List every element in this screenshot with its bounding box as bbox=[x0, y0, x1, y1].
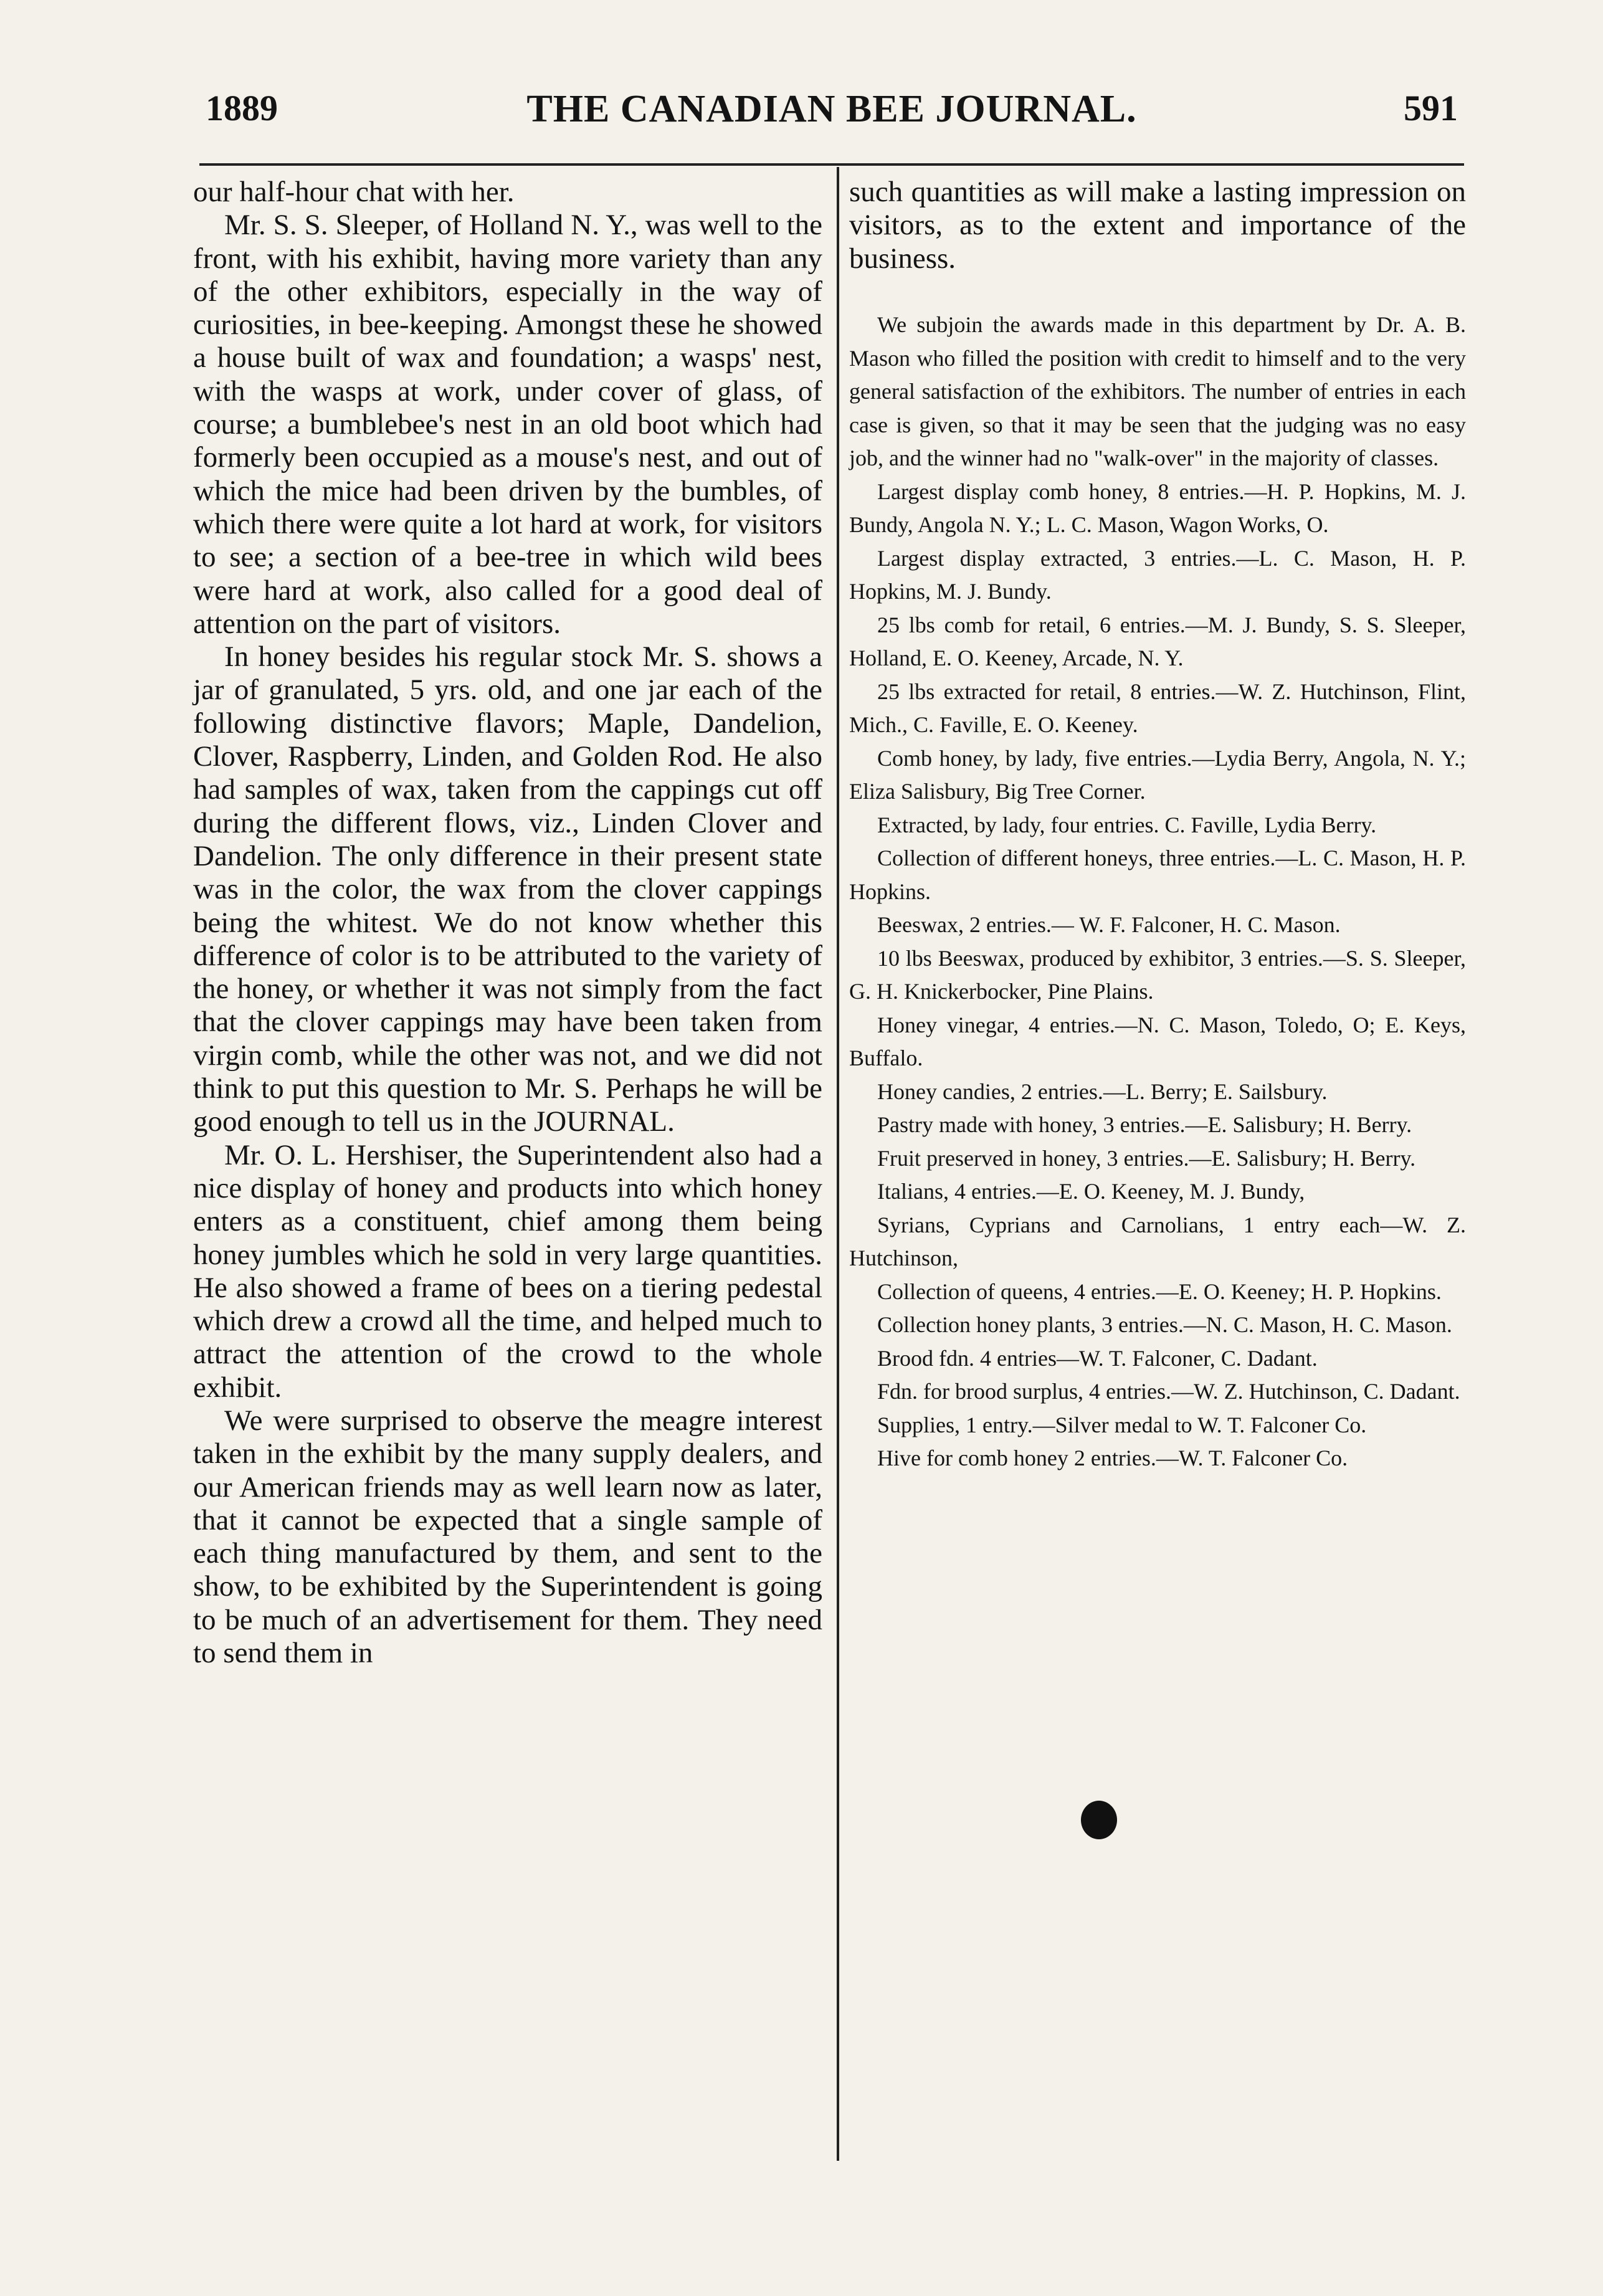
award-entry: 25 lbs extracted for retail, 8 entries.—W. Z. Hutchinson, Flint, Mich., C. Faville, E. O. Keeney. bbox=[849, 679, 1466, 737]
award-entry: Collection honey plants, 3 entries.—N. C. Mason, H. C. Mason. bbox=[877, 1312, 1452, 1337]
left-column bbox=[193, 176, 822, 1670]
header-rule bbox=[199, 163, 1464, 166]
page-header bbox=[206, 87, 1458, 143]
award-entry: Fruit preserved in honey, 3 entries.—E. Salisbury; H. Berry. bbox=[877, 1145, 1416, 1171]
award-entry: Largest display extracted, 3 entries.—L. C. Mason, H. P. Hopkins, M. J. Bundy. bbox=[849, 545, 1466, 604]
paragraph: Mr. S. S. Sleeper, of Holland N. Y., was well to the front, with his exhibit, having more variety than any of the other exhibitors, especially in the way of curiosities, in bee-keeping. Amongst these he showed a house built of wax and foundation; a wasps' nest, with the wasps at work, under cover of glass, of course; a bumblebee's nest in an old boot which had formerly been occupied as a mouse's nest, and out of which the mice had been driven by the bumbles, of which there were quite a lot hard at work, for visitors to see; a section of a bee-tree in which wild bees were hard at work, also called for a good deal of attention on the part of visitors. bbox=[193, 209, 822, 640]
award-entry: Comb honey, by lady, five entries.—Lydia Berry, Angola, N. Y.; Eliza Salisbury, Big Tree Corner. bbox=[849, 745, 1466, 804]
award-entry: Extracted, by lady, four entries. C. Faville, Lydia Berry. bbox=[877, 812, 1377, 837]
award-entry: Hive for comb honey 2 entries.—W. T. Falconer Co. bbox=[877, 1446, 1348, 1470]
paragraph: such quantities as will make a lasting impression on visitors, as to the extent and importance of the business. bbox=[849, 176, 1466, 275]
page-number: 591 bbox=[1404, 88, 1458, 128]
award-entry: Honey candies, 2 entries.—L. Berry; E. Sailsbury. bbox=[877, 1079, 1328, 1104]
award-entry: Brood fdn. 4 entries—W. T. Falconer, C. Dadant. bbox=[877, 1345, 1318, 1371]
paragraph: Mr. O. L. Hershiser, the Superintendent also had a nice display of honey and products into which honey enters as a constituent, chief among them being honey jumbles which he sold in very large quantities. He also showed a frame of bees on a tiering pedestal which drew a crowd all the time, and helped much to attract the attention of the crowd to the whole exhibit. bbox=[193, 1138, 822, 1404]
paragraph: We were surprised to observe the meagre interest taken in the exhibit by the many supply dealers, and our American friends may as well learn now as later, that it cannot be expected that a single sample of each thing manufactured by them, and sent to the show, to be exhibited by the Superintendent is going to be much of an advertisement for them. They need to send them in bbox=[193, 1404, 822, 1670]
paragraph: In honey besides his regular stock Mr. S. shows a jar of granulated, 5 yrs. old, and one jar each of the following distinctive flavors; Maple, Dandelion, Clover, Raspberry, Linden, and Golden Rod. He also had samples of wax, taken from the cappings cut off during the different flows, viz., Linden Clover and Dandelion. The only difference in their present state was in the color, the wax from the clover cappings being the whitest. We do not know whether this difference of color is to be attributed to the variety of the honey, or whether it was not simply from the fact that the clover cappings may have been taken from virgin comb, while the other was not, and we did not think to put this question to Mr. S. Perhaps he will be good enough to tell us in the JOURNAL. bbox=[193, 641, 822, 1138]
award-entry: Fdn. for brood surplus, 4 entries.—W. Z. Hutchinson, C. Dadant. bbox=[877, 1379, 1460, 1404]
award-entry: 25 lbs comb for retail, 6 entries.—M. J. Bundy, S. S. Sleeper, Holland, E. O. Keeney, Arcade, N. Y. bbox=[849, 612, 1466, 670]
award-entry: Honey vinegar, 4 entries.—N. C. Mason, Toledo, O; E. Keys, Buffalo. bbox=[849, 1012, 1466, 1070]
award-entry: Beeswax, 2 entries.— W. F. Falconer, H. C. Mason. bbox=[877, 912, 1341, 937]
award-entry: Pastry made with honey, 3 entries.—E. Salisbury; H. Berry. bbox=[877, 1112, 1412, 1137]
paragraph: our half-hour chat with her. bbox=[193, 176, 515, 208]
award-entry: Collection of queens, 4 entries.—E. O. Keeney; H. P. Hopkins. bbox=[877, 1279, 1442, 1304]
awards-list bbox=[849, 308, 1466, 1475]
column-divider bbox=[837, 167, 839, 2161]
award-entry: Supplies, 1 entry.—Silver medal to W. T. Falconer Co. bbox=[877, 1412, 1367, 1437]
award-entry: Largest display comb honey, 8 entries.—H. P. Hopkins, M. J. Bundy, Angola N. Y.; L. C. Mason, Wagon Works, O. bbox=[849, 479, 1466, 537]
journal-title: THE CANADIAN BEE JOURNAL. bbox=[526, 88, 1137, 130]
ink-blot bbox=[1081, 1801, 1117, 1839]
award-entry: 10 lbs Beeswax, produced by exhibitor, 3 entries.—S. S. Sleeper, G. H. Knickerbocker, Pine Plains. bbox=[849, 945, 1466, 1004]
award-entry: Syrians, Cyprians and Carnolians, 1 entry each—W. Z. Hutchinson, bbox=[849, 1212, 1466, 1270]
award-entry: Italians, 4 entries.—E. O. Keeney, M. J. Bundy, bbox=[877, 1179, 1305, 1204]
awards-intro: We subjoin the awards made in this department by Dr. A. B. Mason who filled the position with credit to himself and to the very general satisfaction of the exhibitors. The number of entries in each case is given, so that it may be seen that the judging was no easy job, and the winner had no "walk-over" in the majority of classes. bbox=[849, 312, 1466, 470]
award-entry: Collection of different honeys, three entries.—L. C. Mason, H. P. Hopkins. bbox=[849, 846, 1466, 904]
right-column-continuation bbox=[849, 176, 1466, 275]
header-year: 1889 bbox=[206, 88, 278, 128]
